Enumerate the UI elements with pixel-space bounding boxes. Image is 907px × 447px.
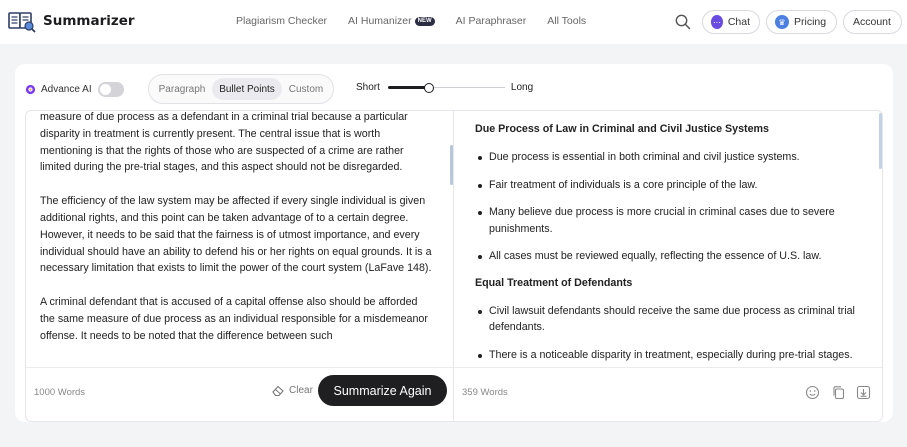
output-scrollbar[interactable] bbox=[879, 113, 882, 169]
chat-bubble-icon: ⋯ bbox=[711, 15, 723, 29]
input-paragraph: A criminal defendant that is accused of a capital offense also should be afforded the same measure of due process as an individual responsible for a misdemeanor offense. It needs to be noted that the difference between such bbox=[40, 296, 428, 342]
summary-bullet: Civil lawsuit defendants should receive the same due process as criminal trial defendants. bbox=[475, 303, 863, 336]
search-icon[interactable] bbox=[674, 13, 692, 31]
clear-button[interactable] bbox=[271, 384, 313, 397]
book-logo-icon bbox=[8, 9, 36, 33]
input-paragraph: The efficiency of the law system may be affected if every single individual is given additional rights, and this point can be taken advantage of to a certain degree. However, it needs to be said that the fairness is of utmost importance, and every individual should have an ability to defend his or her rights on equal grounds. It is a necessary limitation that exists to limit the power of the court system (LaFave 148). bbox=[40, 195, 432, 275]
summarize-again-button[interactable]: Summarize Again bbox=[318, 375, 447, 406]
advance-ai-label: Advance AI bbox=[41, 84, 92, 95]
pricing-label: Pricing bbox=[794, 16, 827, 28]
length-slider-handle[interactable] bbox=[424, 83, 434, 93]
feedback-icon[interactable] bbox=[805, 385, 820, 400]
eraser-icon bbox=[271, 384, 285, 397]
chat-label: Chat bbox=[727, 16, 750, 28]
brand-name: Summarizer bbox=[43, 13, 135, 29]
length-short-label: Short bbox=[356, 82, 380, 93]
input-pane bbox=[25, 110, 453, 422]
new-badge: NEW bbox=[415, 17, 435, 26]
nav-ai-paraphraser[interactable]: AI Paraphraser bbox=[455, 15, 527, 27]
nav-plagiarism-checker[interactable]: Plagiarism Checker bbox=[236, 15, 328, 27]
summary-bullet: There is a noticeable disparity in treatment, especially during pre-trial stages. bbox=[475, 347, 863, 364]
input-word-count: 1000 Words bbox=[34, 387, 86, 398]
advance-ai-toggle[interactable] bbox=[98, 82, 124, 97]
crown-icon: ♛ bbox=[775, 15, 789, 29]
output-pane bbox=[453, 110, 883, 422]
output-word-count: 359 Words bbox=[462, 387, 508, 398]
summary-bullet: All cases must be reviewed equally, reflecting the essence of U.S. law. bbox=[475, 248, 863, 265]
summary-heading: Due Process of Law in Criminal and Civil Justice Systems bbox=[475, 123, 770, 135]
input-text-area[interactable] bbox=[26, 111, 453, 369]
options-bar bbox=[15, 64, 893, 110]
nav-all-tools[interactable]: All Tools bbox=[547, 15, 587, 27]
summary-bullet: Due process is essential in both criminal and civil justice systems. bbox=[475, 149, 863, 166]
toggle-knob bbox=[100, 84, 111, 95]
summary-length-control bbox=[356, 82, 533, 93]
nav-ai-humanizer-label: AI Humanizer bbox=[348, 15, 412, 27]
clear-label: Clear bbox=[289, 385, 313, 396]
length-slider[interactable] bbox=[388, 83, 505, 93]
mode-custom-tab[interactable]: Custom bbox=[288, 83, 324, 95]
summary-output-area bbox=[454, 111, 882, 369]
summary-text bbox=[475, 122, 863, 369]
chat-button[interactable] bbox=[702, 10, 760, 34]
mode-bullet-points-tab[interactable]: Bullet Points bbox=[212, 78, 282, 100]
download-icon[interactable] bbox=[856, 385, 871, 400]
length-slider-fill bbox=[388, 86, 429, 89]
pricing-button[interactable] bbox=[766, 10, 837, 34]
summary-mode-selector bbox=[148, 74, 334, 104]
main-nav bbox=[236, 15, 607, 27]
advance-ai-control bbox=[25, 82, 124, 97]
copy-icon[interactable] bbox=[831, 385, 846, 400]
summary-bullet: Many believe due process is more crucial in criminal cases due to severe punishments. bbox=[475, 204, 863, 237]
summary-heading: Equal Treatment of Defendants bbox=[475, 276, 633, 289]
nav-ai-humanizer[interactable] bbox=[348, 15, 435, 27]
top-navigation-bar bbox=[0, 0, 907, 44]
summarizer-card bbox=[15, 64, 893, 422]
account-button[interactable]: Account bbox=[843, 10, 902, 34]
ai-sparkle-icon bbox=[25, 84, 36, 95]
brand-logo[interactable] bbox=[8, 9, 135, 33]
mode-paragraph-tab[interactable]: Paragraph bbox=[158, 83, 206, 95]
output-footer bbox=[454, 367, 882, 421]
summary-bullet: Fair treatment of individuals is a core principle of the law. bbox=[475, 177, 863, 194]
input-text[interactable] bbox=[40, 111, 434, 362]
input-footer bbox=[26, 367, 453, 421]
input-paragraph: measure of due process as a defendant in a criminal trial because a particular disparity in treatment is currently present. The central issue that is worth mentioning is that the rights of those who are suspected of a crime are rather limited during the pre-trial stages, and this aspect should not be disregarded. bbox=[40, 111, 408, 174]
length-long-label: Long bbox=[510, 82, 534, 93]
length-slider-rest bbox=[429, 87, 505, 88]
